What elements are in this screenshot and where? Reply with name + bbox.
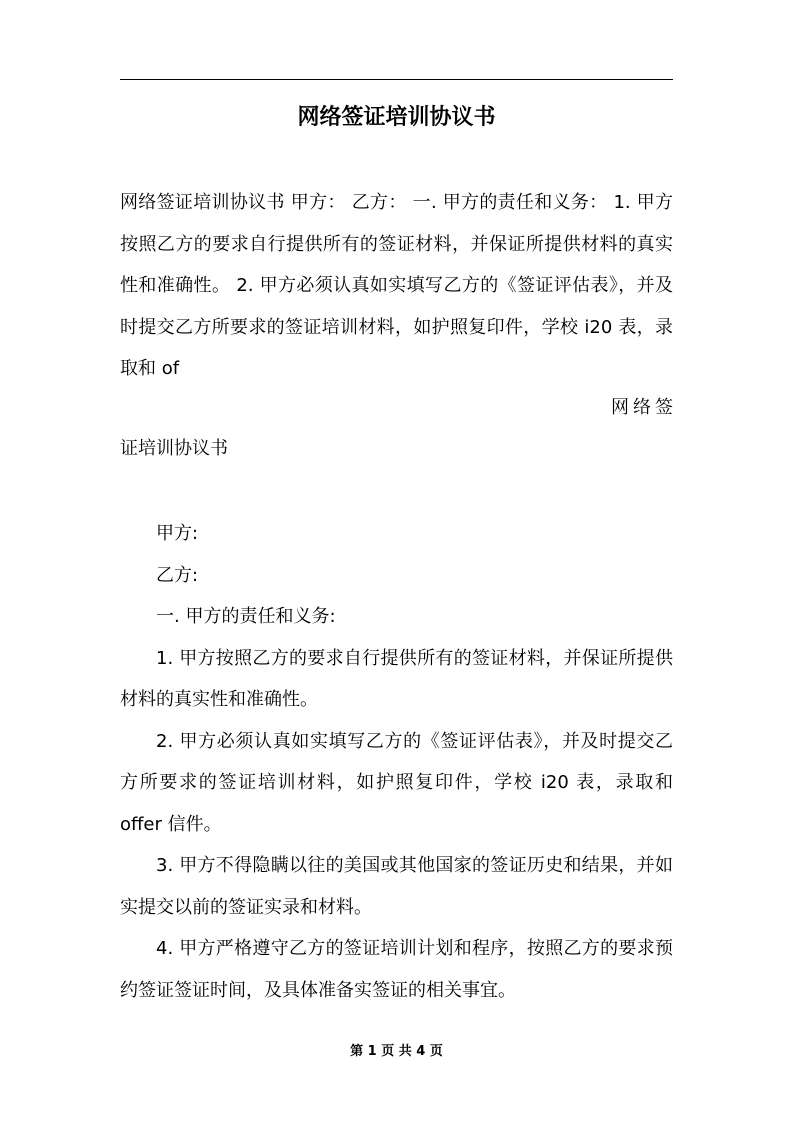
summary-tail-left: 证培训协议书 (120, 438, 228, 459)
summary-tail (120, 387, 677, 469)
section-heading: 一. 甲方的责任和义务: (156, 606, 336, 627)
page-number-footer: 第 1 页 共 4 页 (350, 1044, 443, 1059)
party-b-line: 乙方: (156, 564, 199, 586)
clause-1: 1. 甲方按照乙方的要求自行提供所有的签证材料，并保证所提供材料的真实性和准确性。 (120, 647, 673, 710)
clause-4: 4. 甲方严格遵守乙方的签证培训计划和程序，按照乙方的要求预约签证签证时间，及具体准备实签证的相关事宜。 (120, 938, 673, 1001)
clause-2: 2. 甲方必须认真如实填写乙方的《签证评估表》，并及时提交乙方所要求的签证培训材料，如护照复印件，学校 i20 表，录取和 offer 信件。 (120, 730, 673, 835)
summary-paragraph: 网络签证培训协议书 甲方： 乙方： 一. 甲方的责任和义务： 1. 甲方按照乙方的要求自行提供所有的签证材料，并保证所提供材料的真实性和准确性。 2. 甲方必须认真如实填写乙方的《签证评估表》，并及时提交乙方所要求的签证培训材料，如护照复印件，学校 i20 表，录取和 of (120, 192, 673, 379)
clause-3: 3. 甲方不得隐瞒以往的美国或其他国家的签证历史和结果，并如实提交以前的签证实录和材料。 (120, 855, 673, 918)
summary-tail-right: 网络签 (611, 397, 677, 418)
document-body (120, 513, 673, 1011)
party-a-line: 甲方: (156, 523, 199, 544)
header-rule (120, 79, 673, 80)
document-title: 网络签证培训协议书 (297, 105, 496, 130)
